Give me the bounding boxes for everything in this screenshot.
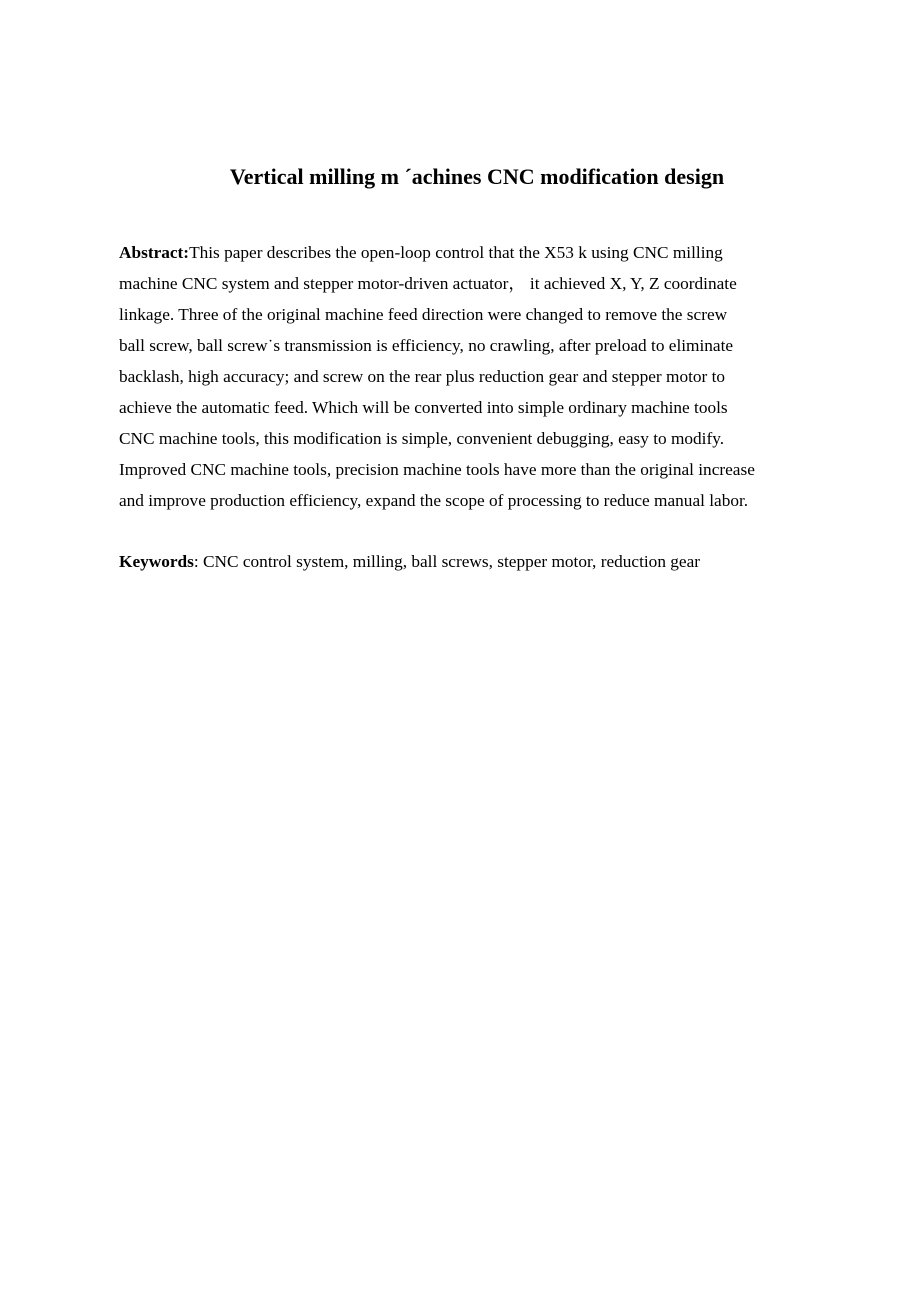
abstract-line-6: achieve the automatic feed. Which will be converted into simple ordinary machine tools — [119, 398, 728, 417]
abstract-line-2: machine CNC system and stepper motor-driven actuator， it achieved X, Y, Z coordinate — [119, 274, 737, 293]
abstract-line-9: and improve production efficiency, expand the scope of processing to reduce manual labor. — [119, 491, 749, 510]
abstract-line-4: ball screw, ball screw˙s transmission is efficiency, no crawling, after preload to eliminate — [119, 336, 734, 355]
keywords-paragraph — [119, 546, 819, 577]
abstract-label: Abstract: — [119, 243, 190, 262]
paper-title: Vertical milling m ˊachines CNC modification design — [229, 164, 725, 189]
abstract-line-1 — [119, 237, 809, 268]
abstract-text-1: This paper describes the open-loop control that the X53 k using CNC milling — [189, 243, 723, 262]
abstract-line-3: linkage. Three of the original machine feed direction were changed to remove the screw — [119, 305, 728, 324]
abstract-paragraph — [119, 237, 809, 516]
abstract-line-5: backlash, high accuracy; and screw on the rear plus reduction gear and stepper motor to — [119, 367, 726, 386]
abstract-line-8: Improved CNC machine tools, precision machine tools have more than the original increase — [119, 460, 755, 479]
keywords-text: : CNC control system, milling, ball screws, stepper motor, reduction gear — [193, 552, 701, 571]
keywords-label: Keywords — [119, 552, 194, 571]
abstract-line-7: CNC machine tools, this modification is simple, convenient debugging, easy to modify. — [119, 429, 725, 448]
